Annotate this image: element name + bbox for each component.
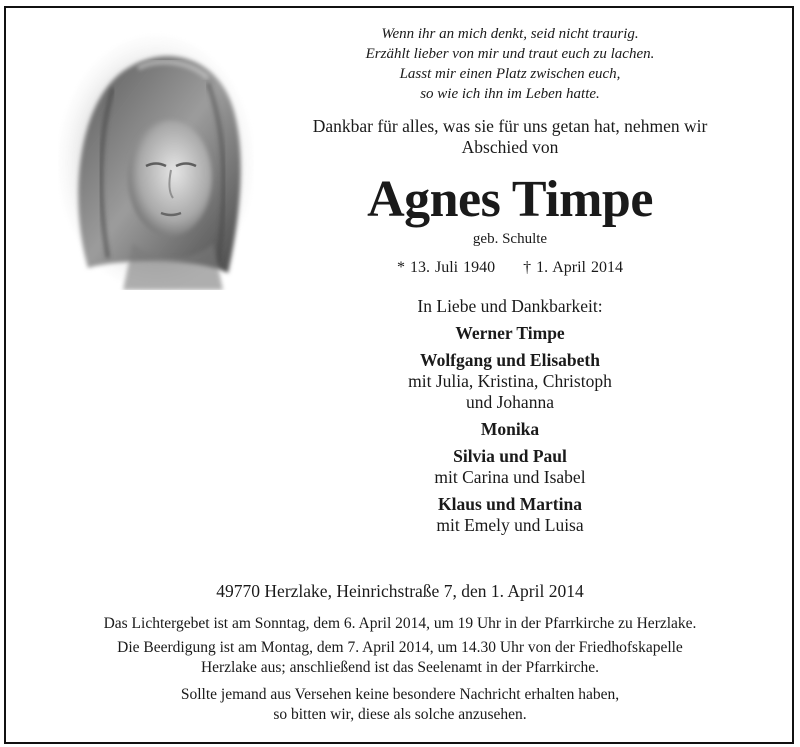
family-group [260,494,760,536]
death-date: † 1. April 2014 [523,259,623,276]
family-group [260,323,760,344]
notice-prayer [0,614,800,634]
notice-line: Sollte jemand aus Versehen keine besondere Nachricht erhalten haben, [180,686,620,703]
family-group [260,419,760,440]
family-group-name: Monika [480,419,540,439]
address-line: 49770 Herzlake, Heinrichstraße 7, den 1. April 2014 [216,581,584,601]
poem-line: Lasst mir einen Platz zwischen euch, [399,66,621,82]
dedication: In Liebe und Dankbarkeit: [417,296,603,316]
family-group-line: mit Carina und Isabel [434,467,586,487]
poem-line: Wenn ihr an mich denkt, seid nicht traurig. [381,26,639,42]
life-dates [260,258,760,278]
family-group-name: Wolfgang und Elisabeth [420,350,600,370]
notice-line: Herzlake aus; anschließend ist das Seelenamt in der Pfarrkirche. [200,659,600,676]
notice-line: so bitten wir, diese als solche anzusehen. [273,706,527,723]
notice-line: Die Beerdigung ist am Montag, dem 7. April 2014, um 14.30 Uhr von der Friedhofskapelle [117,639,683,656]
poem [260,24,760,104]
family-group-name: Silvia und Paul [453,446,567,466]
family-list [260,296,760,542]
maiden-name: geb. Schulte [472,231,548,247]
birth-date: * 13. Juli 1940 [396,259,496,276]
poem-line: so wie ich ihn im Leben hatte. [420,86,600,102]
intro-line: Abschied von [461,137,559,157]
family-group-line: und Johanna [466,392,554,412]
notice-apology [0,685,800,725]
notice-funeral [0,638,800,678]
family-group [260,350,760,413]
family-group-line: mit Emely und Luisa [436,515,584,535]
family-group-name: Werner Timpe [455,323,565,343]
deceased-name: Agnes Timpe [367,171,653,228]
family-group-name: Klaus und Martina [438,494,582,514]
family-group-line: mit Julia, Kristina, Christoph [408,371,612,391]
intro-text [260,116,760,158]
madonna-portrait-icon [58,28,254,290]
poem-line: Erzählt lieber von mir und traut euch zu lachen. [365,46,655,62]
notice-line: Das Lichtergebet ist am Sonntag, dem 6. April 2014, um 19 Uhr in der Pfarrkirche zu Herzlake. [103,615,697,632]
family-group [260,446,760,488]
intro-line: Dankbar für alles, was sie für uns getan hat, nehmen wir [312,116,708,136]
